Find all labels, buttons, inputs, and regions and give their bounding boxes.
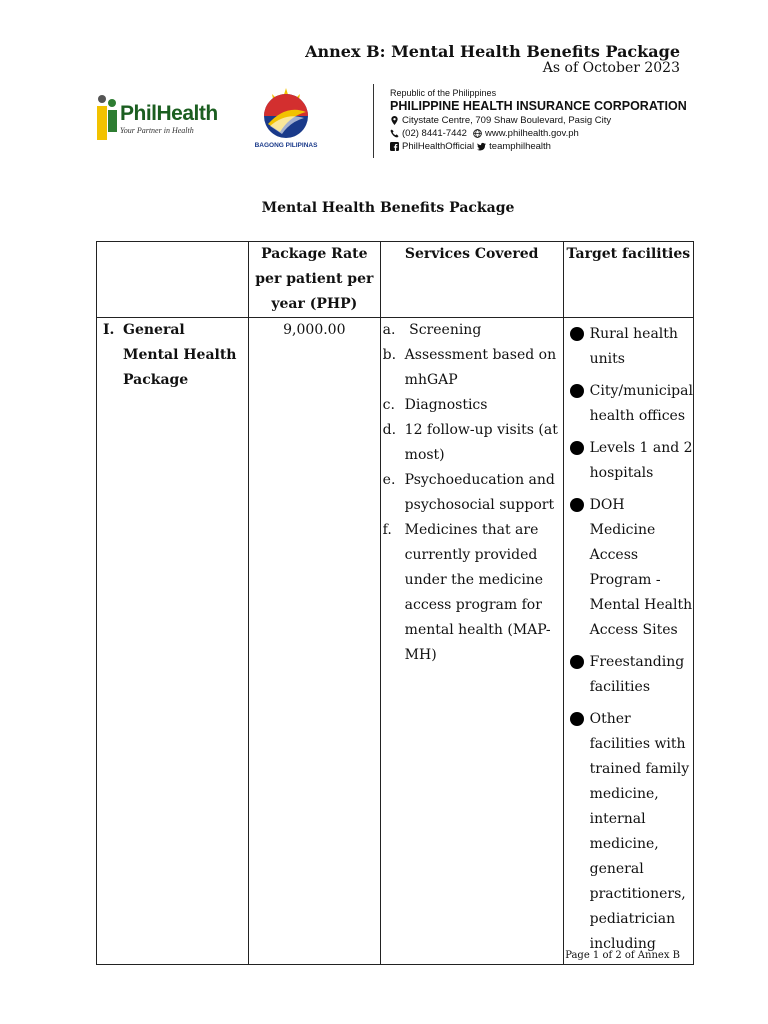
facilities-list xyxy=(564,318,693,957)
bullet-icon xyxy=(570,712,584,726)
list-item xyxy=(383,418,563,468)
facility-text: Other facilities with trained family medicine, internal medicine, general practitioners, pediatrician including xyxy=(589,711,690,952)
benefits-table xyxy=(96,241,694,965)
service-letter: b. xyxy=(382,347,397,363)
service-text: Assessment based on mhGAP xyxy=(404,347,557,388)
service-letter: e. xyxy=(382,472,396,488)
list-item xyxy=(570,707,693,957)
services-cell xyxy=(380,318,563,965)
service-text: Diagnostics xyxy=(404,397,488,413)
republic-line: Republic of the Philippines xyxy=(390,88,497,98)
philhealth-name: PhilHealth xyxy=(120,102,218,125)
list-item xyxy=(570,493,693,643)
service-letter: f. xyxy=(382,522,392,538)
document-title: Mental Health Benefits Package xyxy=(261,200,515,216)
address-text: Citystate Centre, 709 Shaw Boulevard, Pasig City xyxy=(402,115,612,126)
website-text: www.philhealth.gov.ph xyxy=(484,128,579,139)
bullet-icon xyxy=(570,327,584,341)
service-text: Screening xyxy=(404,322,482,338)
bagong-pilipinas-logo xyxy=(250,86,322,152)
package-name-cell xyxy=(97,318,249,965)
list-item xyxy=(383,393,563,418)
social-line xyxy=(390,141,687,152)
header-blank xyxy=(97,242,249,318)
package-name: General Mental Health Package xyxy=(123,322,237,388)
service-letter: c. xyxy=(382,397,395,413)
package-number: I. xyxy=(103,322,115,338)
philhealth-figure-icon xyxy=(96,94,120,144)
bullet-icon xyxy=(570,384,584,398)
bagong-pilipinas-emblem-icon xyxy=(250,86,322,142)
philhealth-tagline: Your Partner in Health xyxy=(120,126,194,135)
facility-text: Freestanding facilities xyxy=(589,654,685,695)
bullet-icon xyxy=(570,441,584,455)
service-letter: a. xyxy=(382,322,396,338)
list-item xyxy=(383,343,563,393)
list-item xyxy=(570,436,693,486)
list-item xyxy=(570,650,693,700)
annex-title: Annex B: Mental Health Benefits Package xyxy=(305,42,680,61)
facebook-text: PhilHealthOfficial xyxy=(402,141,475,152)
facilities-cell xyxy=(563,318,693,965)
twitter-text: teamphilhealth xyxy=(489,141,551,152)
facility-text: City/municipal health offices xyxy=(589,383,693,424)
facility-text: Levels 1 and 2 hospitals xyxy=(589,440,693,481)
bullet-icon xyxy=(570,498,584,512)
address-line xyxy=(390,115,687,126)
phone-text: (02) 8441-7442 xyxy=(402,128,467,139)
list-item xyxy=(383,468,563,518)
service-text: 12 follow-up visits (at most) xyxy=(404,422,558,463)
services-list xyxy=(381,318,563,668)
facility-text: DOH Medicine Access Program - Mental Health Access Sites xyxy=(589,497,693,638)
header-package-rate: Package Rate per patient per year (PHP) xyxy=(248,242,380,318)
bagong-pilipinas-label: BAGONG PILIPINAS xyxy=(254,142,318,149)
package-rate: 9,000.00 xyxy=(283,322,346,338)
corporation-name: PHILIPPINE HEALTH INSURANCE CORPORATION xyxy=(390,99,687,113)
globe-icon xyxy=(473,129,482,138)
service-letter: d. xyxy=(382,422,397,438)
contact-line xyxy=(390,128,687,139)
annex-date: As of October 2023 xyxy=(542,60,680,76)
table-header-row xyxy=(97,242,694,318)
page-footer: Page 1 of 2 of Annex B xyxy=(565,950,680,961)
table-row xyxy=(97,318,694,965)
list-item xyxy=(383,518,563,668)
location-pin-icon xyxy=(390,116,399,125)
header-divider xyxy=(373,84,374,158)
twitter-icon xyxy=(477,142,486,151)
corporation-block xyxy=(390,88,687,152)
phone-icon xyxy=(390,129,399,138)
philhealth-logo xyxy=(96,94,236,146)
service-text: Medicines that are currently provided under the medicine access program for mental health (MAP-MH) xyxy=(404,522,551,663)
package-rate-cell xyxy=(248,318,380,965)
list-item xyxy=(383,318,563,343)
header-services: Services Covered xyxy=(380,242,563,318)
list-item xyxy=(570,379,693,429)
list-item xyxy=(570,322,693,372)
facility-text: Rural health units xyxy=(589,326,678,367)
header-target-facilities: Target facilities xyxy=(563,242,693,318)
bullet-icon xyxy=(570,655,584,669)
facebook-icon xyxy=(390,142,399,151)
service-text: Psychoeducation and psychosocial support xyxy=(404,472,555,513)
